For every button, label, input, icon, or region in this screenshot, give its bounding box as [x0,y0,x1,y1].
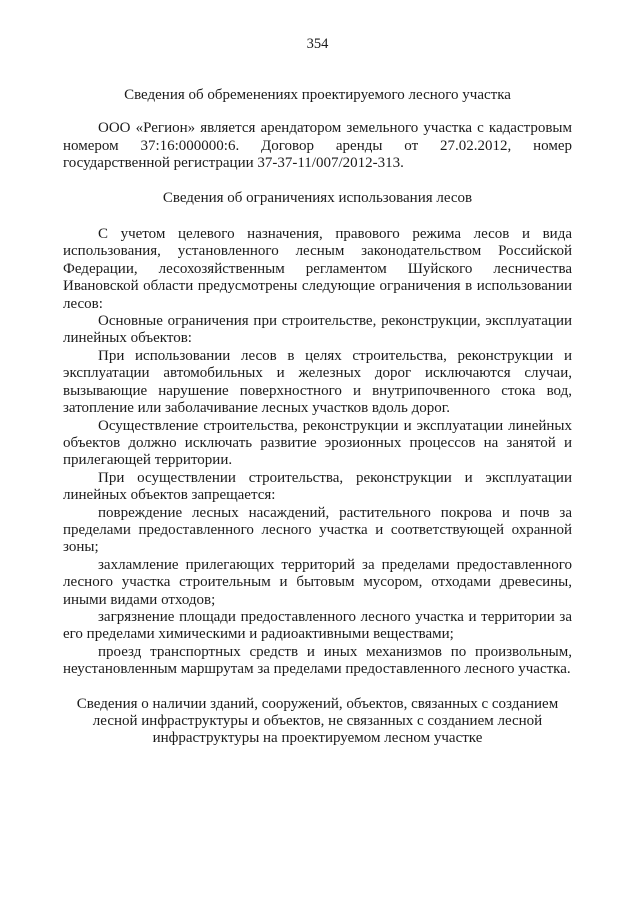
paragraph-road-use: При использовании лесов в целях строительства, реконструкции и эксплуатации автомобильных и железных дорог исключаются случаи, вызывающие нарушение поверхностного и внутрипочвенного стока вод, затопление или заболачивание лесных участков вдоль дорог. [63,347,572,417]
section-heading-encumbrances: Сведения об обременениях проектируемого лесного участка [124,87,511,103]
paragraph-prohibited-littering: захламление прилегающих территорий за пределами предоставленного лесного участка строительным и бытовым мусором, отходами древесины, иными видами отходов; [63,556,572,608]
paragraph-restrictions-intro: С учетом целевого назначения, правового режима лесов и вида использования, установленного лесным законодательством Российской Федерации, лесохозяйственным регламентом Шуйского лесничества Ивановской области предусмотрены следующие ограничения в использовании лесов: [63,226,572,312]
section-heading-buildings: Сведения о наличии зданий, сооружений, объектов, связанных с созданием лесной инфраструктуры и объектов, не связанных с созданием лесной инфраструктуры на проектируемом лесном участке [76,695,559,747]
paragraph-main-restrictions: Основные ограничения при строительстве, реконструкции, эксплуатации линейных объектов: [63,313,572,347]
paragraph-erosion: Осуществление строительства, реконструкции и эксплуатации линейных объектов должно исключать развитие эрозионных процессов на занятой и прилегающей территории. [63,417,572,469]
paragraph-prohibited-transit: проезд транспортных средств и иных механизмов по произвольным, неустановленным маршрутам за пределами предоставленного лесного участка. [63,643,572,678]
paragraph-prohibited-damage: повреждение лесных насаждений, растительного покрова и почв за пределами предоставленного лесного участка и соответствующей охранной зоны; [63,504,572,556]
page-number: 354 [306,36,329,52]
paragraph-lease-info: ООО «Регион» является арендатором земельного участка с кадастровым номером 37:16:000000:6. Договор аренды от 27.02.2012, номер государственной регистрации 37-37-11/007/2012-313. [63,120,572,172]
paragraph-prohibited-intro: При осуществлении строительства, реконструкции и эксплуатации линейных объектов запрещается: [63,469,572,504]
paragraph-prohibited-pollution: загрязнение площади предоставленного лесного участка и территории за его пределами химическими и радиоактивными веществами; [63,608,572,643]
section-heading-restrictions: Сведения об ограничениях использования лесов [162,189,473,206]
